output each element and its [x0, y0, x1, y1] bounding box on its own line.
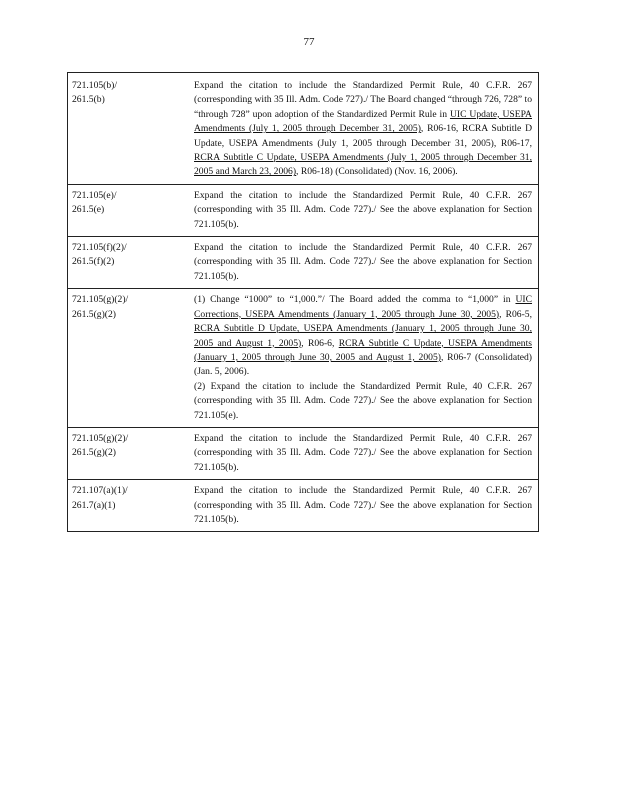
explanation-text: Expand the citation to include the Standardized Permit Rule, 40 C.F.R. 267 (corresponding with 35 Ill. Adm. Code 727)./	[194, 189, 532, 216]
rulemaking-title: UIC Update, USEPA Amendments (July 1, 2005 through December 31, 2005)	[194, 108, 532, 135]
explanation-text: Expand the citation to include the Standardized Permit Rule, 40 C.F.R. 267 (corresponding with 35 Ill. Adm. Code 727)./	[194, 242, 532, 268]
section-citation: 721.105(g)(2)/	[72, 432, 129, 444]
explanation-paragraph	[194, 432, 532, 475]
explanation-text: The Board added the comma to “1,000” in	[324, 294, 516, 306]
explanation-text: Expand the citation to include the Standardized Permit Rule, 40 C.F.R. 267 (corresponding with 35 Ill. Adm. Code 727)./	[194, 80, 532, 106]
table-row	[68, 427, 539, 479]
section-cell	[68, 237, 191, 289]
section-citation: 261.5(f)(2)	[72, 256, 115, 268]
section-citation: 721.107(a)(1)/	[72, 485, 128, 497]
section-citation: 261.5(g)(2)	[72, 308, 116, 320]
explanation-cell	[190, 237, 539, 289]
rulemaking-title: RCRA Subtitle C Update, USEPA Amendments (January 1, 2005 through June 30, 2005 and August 1, 2005)	[194, 337, 533, 363]
explanation-paragraph	[194, 484, 532, 527]
table-row	[68, 237, 539, 289]
explanation-paragraph	[194, 241, 532, 284]
section-citation: 261.5(e)	[72, 204, 105, 216]
rulemaking-title: RCRA Subtitle D Update, USEPA Amendments (January 1, 2005 through June 30, 2005 and August 1, 2005)	[194, 323, 532, 349]
section-citation: 261.5(g)(2)	[72, 447, 116, 459]
section-citation: 721.105(e)/	[72, 189, 117, 201]
section-citation: 261.7(a)(1)	[72, 499, 116, 511]
section-citation: 261.5(b)	[72, 94, 105, 106]
explanation-text: , R06-18) (Consolidated) (Nov. 16, 2006).	[296, 166, 458, 178]
explanation-text: See the above explanation for Section 721.105(e).	[194, 395, 532, 421]
explanation-paragraph	[194, 189, 532, 232]
explanation-text: , R06-17,	[493, 137, 533, 149]
explanation-text: , R06-5,	[499, 308, 532, 320]
explanation-cell	[190, 73, 539, 185]
section-citation: 721.105(g)(2)/	[72, 294, 129, 306]
explanation-paragraph	[194, 380, 532, 423]
section-cell	[68, 184, 191, 236]
section-citation: 721.105(b)/	[72, 80, 118, 91]
section-cell	[68, 73, 191, 185]
table-row	[68, 73, 539, 185]
explanation-text: Expand the citation to include the Standardized Permit Rule, 40 C.F.R. 267 (corresponding with 35 Ill. Adm. Code 727)./	[194, 485, 532, 511]
explanation-text: Expand the citation to include the Standardized Permit Rule, 40 C.F.R. 267 (corresponding with 35 Ill. Adm. Code 727)./	[194, 432, 532, 459]
explanation-text: See the above explanation for Section 721.105(b).	[194, 256, 532, 282]
section-cell	[68, 427, 191, 479]
explanation-text: See the above explanation for Section 721.105(b).	[194, 499, 532, 525]
explanation-paragraph	[194, 79, 532, 180]
explanation-text: , R06-16,	[420, 123, 463, 135]
explanation-text: See the above explanation for Section 721.105(b).	[194, 204, 532, 230]
section-cell	[68, 289, 191, 428]
explanation-text: (1) Change “1000” to “1,000.”/	[194, 294, 325, 306]
explanation-text: RCRA Subtitle D Update, USEPA Amendments (July 1, 2005 through December 31, 2005)	[194, 123, 532, 149]
explanation-text: (2) Expand the citation to include the Standardized Permit Rule, 40 C.F.R. 267 (corresponding with 35 Ill. Adm. Code 727)./	[194, 380, 532, 407]
explanation-cell	[190, 289, 539, 428]
rulemaking-title: RCRA Subtitle C Update, USEPA Amendments (July 1, 2005 through December 31, 2005 and March 23, 2006)	[194, 152, 532, 178]
table-row	[68, 184, 539, 236]
explanation-paragraph	[194, 293, 532, 379]
explanation-text: , R06-7 (Consolidated) (Jan. 5, 2006).	[194, 351, 532, 378]
explanation-cell	[190, 480, 539, 532]
section-citation: 721.105(f)(2)/	[72, 242, 127, 254]
explanation-text: , R06-6,	[301, 337, 339, 349]
explanation-text: See the above explanation for Section 721.105(b).	[194, 447, 532, 473]
citation-table-body	[68, 73, 539, 532]
table-row	[68, 289, 539, 428]
explanation-cell	[190, 427, 539, 479]
table-row	[68, 480, 539, 532]
citation-table	[67, 72, 539, 532]
section-cell	[68, 480, 191, 532]
explanation-cell	[190, 184, 539, 236]
explanation-text: The Board changed “through 726, 728” to “through 728” upon adoption of the Standardized Permit Rule in	[194, 94, 532, 120]
page-number: 77	[303, 36, 315, 48]
rulemaking-title: UIC Corrections, USEPA Amendments (January 1, 2005 through June 30, 2005)	[194, 294, 533, 320]
